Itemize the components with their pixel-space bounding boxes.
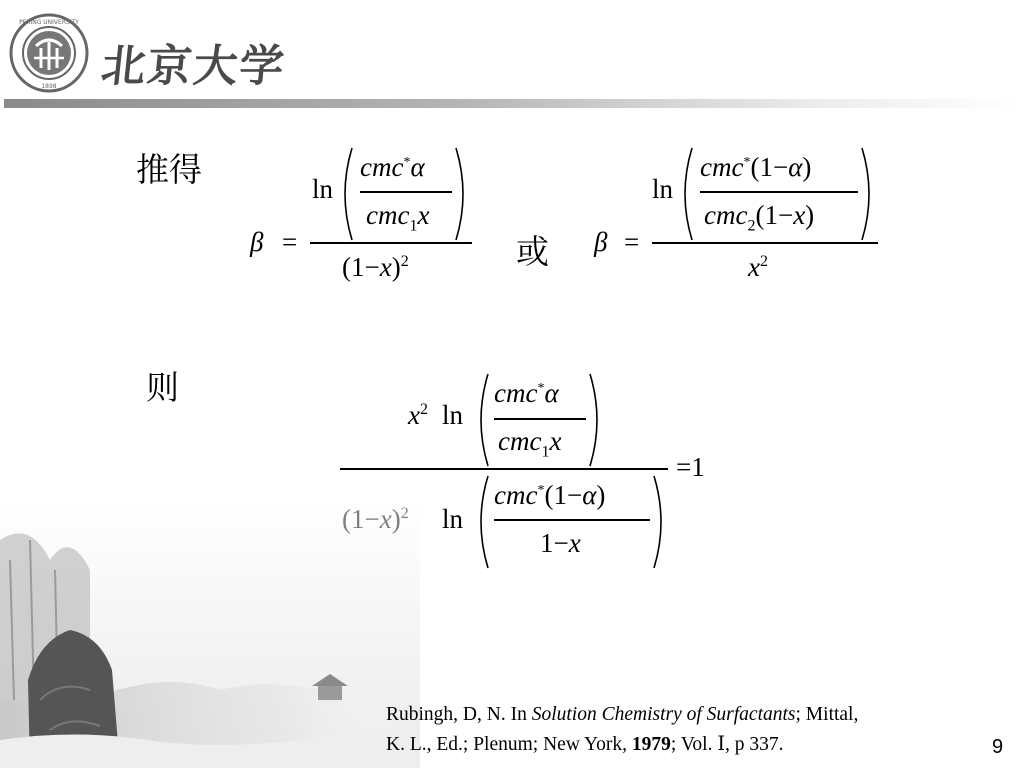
page-number: 9 xyxy=(992,736,1004,758)
eq3-numerator-x2: $x^2$ xyxy=(408,400,428,430)
header-divider xyxy=(4,99,1020,108)
eq1-denominator: $(1-x)^2$ xyxy=(342,252,409,282)
eq2-inner-numerator: cmc*(1−α) xyxy=(700,152,812,182)
landscape-decoration-image xyxy=(0,500,420,768)
eq3-main-fraction-line xyxy=(340,468,668,470)
eq1-ln: ln xyxy=(312,174,334,204)
eq2-equals: = xyxy=(624,227,640,257)
eq3-num-inner-numerator: cmc*α xyxy=(494,378,559,408)
citation-reference xyxy=(386,700,1016,760)
citation-book-title: Solution Chemistry of Surfactants xyxy=(531,704,796,725)
eq1-lhs: β xyxy=(250,227,264,257)
eq1-main-fraction-line xyxy=(310,242,472,244)
eq1-inner-fraction-line xyxy=(360,191,452,193)
label-then: 则 xyxy=(146,368,179,407)
eq2-inner-denominator: cmc$_2$(1−x) xyxy=(704,200,815,235)
citation-line-2: K. L., Ed.; Plenum; New York, 1979; Vol. Ⅰ, p 337. xyxy=(386,734,784,755)
label-or: 或 xyxy=(516,232,549,271)
eq1-left-paren xyxy=(336,146,356,242)
eq3-denominator-ln: ln xyxy=(442,504,464,534)
eq3-numerator-ln: ln xyxy=(442,400,464,430)
eq3-den-inner-denominator: 1−x xyxy=(540,528,581,558)
eq2-ln: ln xyxy=(652,174,674,204)
eq3-den-inner-fraction-line xyxy=(494,519,650,521)
slide-header xyxy=(0,0,1024,112)
eq3-den-right-paren xyxy=(650,474,670,570)
eq2-main-fraction-line xyxy=(652,242,878,244)
university-logo-text: 北京大学 xyxy=(98,41,289,92)
label-derive: 推得 xyxy=(136,150,202,189)
eq2-inner-fraction-line xyxy=(700,191,858,193)
eq3-rhs: =1 xyxy=(676,452,705,482)
eq3-den-inner-numerator: cmc*(1−α) xyxy=(494,480,606,510)
eq3-num-right-paren xyxy=(586,372,606,468)
seal-year: 1898 xyxy=(41,83,57,90)
eq1-inner-numerator: cmc*α xyxy=(360,152,425,182)
eq2-left-paren xyxy=(676,146,696,242)
eq3-den-left-paren xyxy=(472,474,492,570)
eq2-lhs: β xyxy=(594,227,608,257)
eq3-num-left-paren xyxy=(472,372,492,468)
eq1-equals: = xyxy=(282,227,298,257)
eq3-num-inner-denominator: cmc$_1$x xyxy=(498,426,562,461)
eq1-right-paren xyxy=(452,146,472,242)
eq2-denominator: $x^2$ xyxy=(748,252,768,282)
seal-ring-text: PEKING UNIVERSITY xyxy=(19,19,79,26)
eq1-inner-denominator: cmc$_1$x xyxy=(366,200,430,235)
citation-year: 1979 xyxy=(631,734,671,755)
eq3-num-inner-fraction-line xyxy=(494,418,586,420)
eq2-right-paren xyxy=(858,146,878,242)
citation-line-1: Rubingh, D, N. In Solution Chemistry of Surfactants; Mittal, xyxy=(386,704,859,725)
peking-university-seal-icon xyxy=(8,12,90,94)
